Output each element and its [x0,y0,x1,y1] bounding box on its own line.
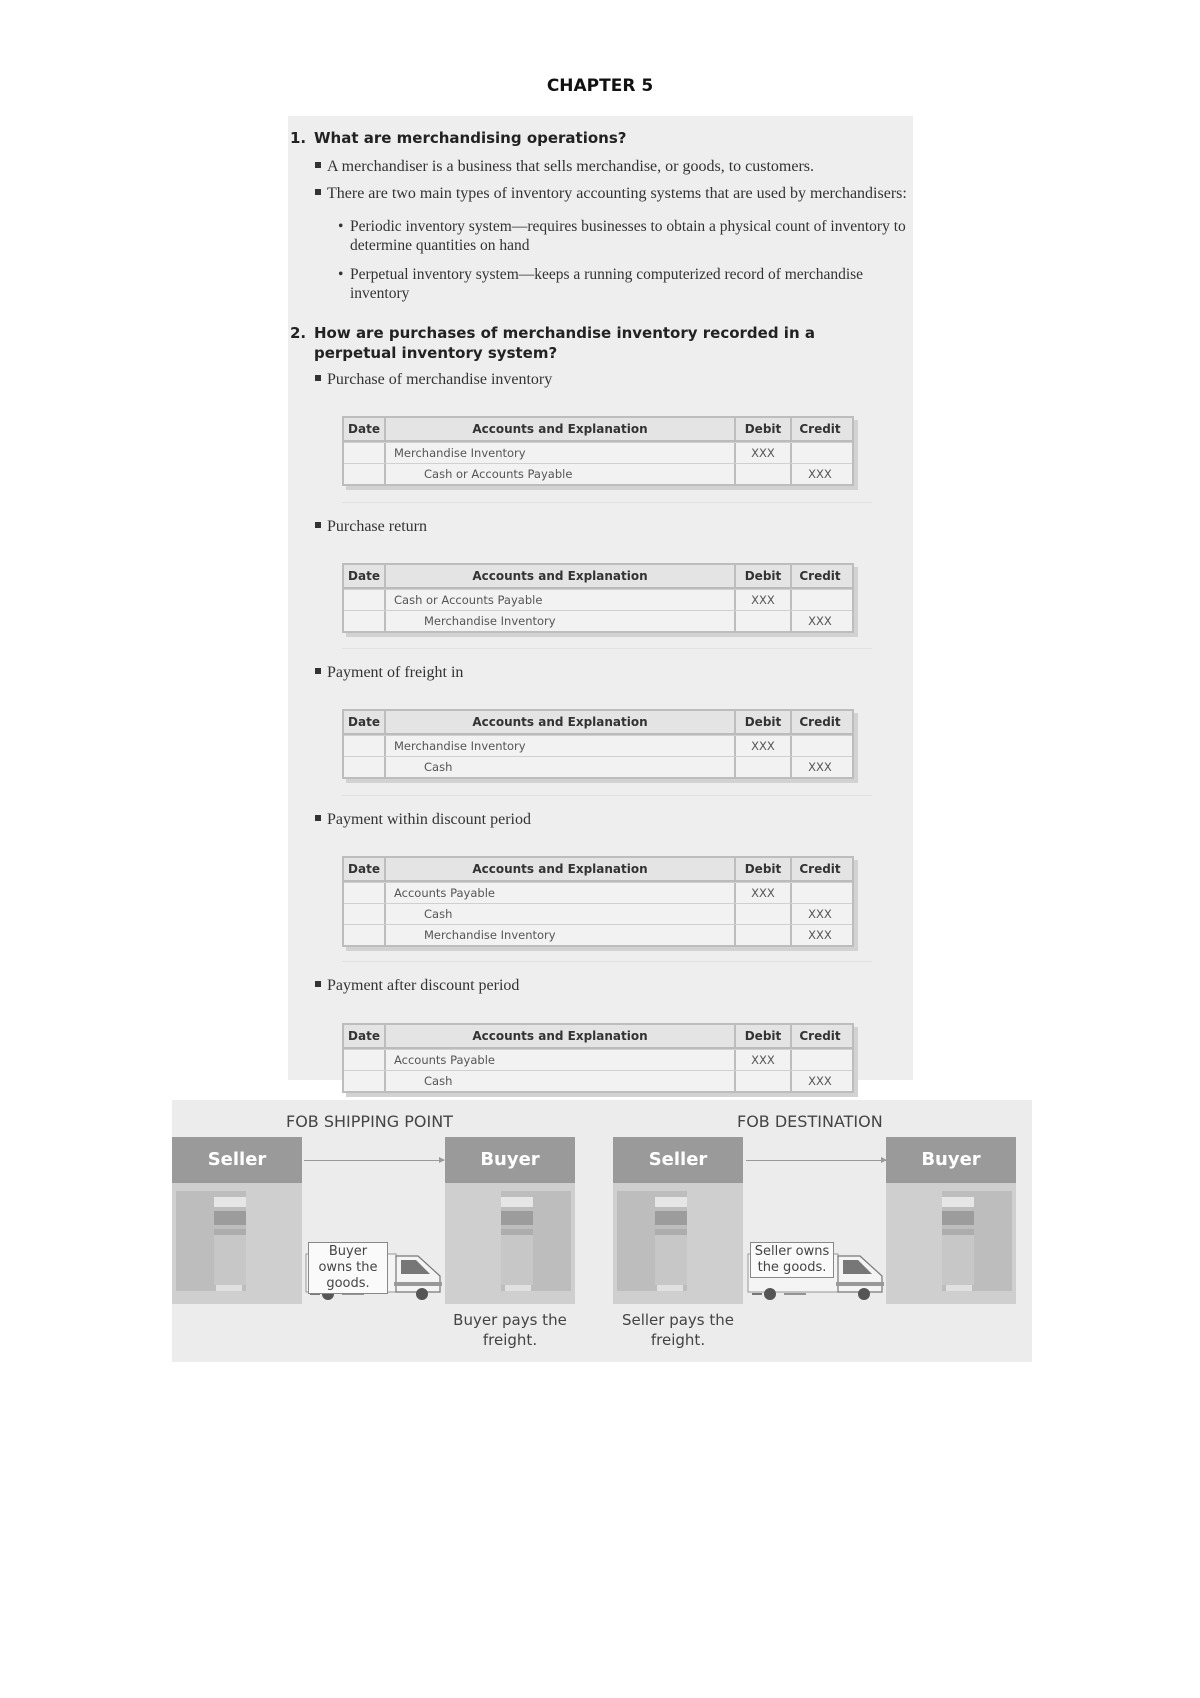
square-bullet-icon [315,162,321,168]
divider [342,648,872,649]
credit-header: Credit [799,715,841,729]
square-bullet-icon [315,668,321,674]
table-row [344,589,852,610]
account-cell: Accounts Payable [386,883,736,903]
question-number: 1. [290,129,307,147]
square-bullet-icon [315,981,321,987]
table-row [344,442,852,463]
account-cell: Merchandise Inventory [386,925,736,945]
account-cell: Cash or Accounts Payable [386,464,736,484]
entry-heading: Payment after discount period [315,976,519,996]
table-row [344,1070,852,1091]
sub-bullet-item: • Periodic inventory system—requires businesses to obtain a physical count of inventory to determine quantities on hand [338,218,906,254]
debit-cell [736,1071,792,1091]
debit-header: Debit [736,711,792,733]
debit-cell: XXX [736,1050,792,1070]
accounts-header: Accounts and Explanation [386,711,736,733]
account-cell: Cash or Accounts Payable [386,590,736,610]
table-header-row [344,858,852,882]
table-header-row [344,418,852,442]
bullet-item: A merchandiser is a business that sells merchandise, or goods, to customers. [315,157,814,177]
credit-cell [792,883,848,903]
entry-heading: Purchase of merchandise inventory [315,370,552,390]
date-header: Date [344,1025,386,1047]
entry-heading: Payment of freight in [315,663,463,683]
debit-cell [736,925,792,945]
table-row [344,610,852,631]
account-cell: Merchandise Inventory [386,443,736,463]
credit-cell [792,590,848,610]
table-row [344,924,852,945]
debit-cell: XXX [736,590,792,610]
journal-table [342,709,854,779]
table-row [344,756,852,777]
table-header-row [344,565,852,589]
credit-header: Credit [799,569,841,583]
account-cell: Cash [386,757,736,777]
credit-cell: XXX [808,1074,832,1088]
journal-table [342,856,854,947]
entry-heading: Payment within discount period [315,810,531,830]
debit-header: Debit [736,565,792,587]
date-header: Date [344,711,386,733]
buyer-box: Buyer [886,1137,1016,1183]
warehouse-icon [942,1191,1012,1291]
debit-header: Debit [736,858,792,880]
debit-cell: XXX [736,443,792,463]
table-row [344,463,852,484]
credit-header: Credit [799,422,841,436]
date-header: Date [344,418,386,440]
dot-bullet-icon: • [338,218,344,235]
textbook-panel [288,116,913,1088]
account-cell: Cash [386,1071,736,1091]
debit-header: Debit [736,418,792,440]
seller-warehouse-area [613,1183,743,1304]
divider [342,502,872,503]
square-bullet-icon [315,375,321,381]
account-cell: Merchandise Inventory [386,736,736,756]
table-header-row [344,711,852,735]
accounts-header: Accounts and Explanation [386,418,736,440]
account-cell: Merchandise Inventory [386,611,736,631]
table-row [344,1049,852,1070]
square-bullet-icon [315,522,321,528]
credit-cell: XXX [808,614,832,628]
fob-shipping-point-title: FOB SHIPPING POINT [286,1112,453,1131]
ownership-label: Seller owns the goods. [750,1242,834,1278]
credit-header: Credit [799,1029,841,1043]
debit-cell [736,757,792,777]
fob-destination-title: FOB DESTINATION [737,1112,883,1131]
seller-warehouse-area [172,1183,302,1304]
debit-cell: XXX [736,883,792,903]
credit-cell: XXX [808,467,832,481]
credit-cell [792,736,848,756]
square-bullet-icon [315,815,321,821]
buyer-box: Buyer [445,1137,575,1183]
journal-table [342,1023,854,1093]
buyer-warehouse-area [445,1183,575,1304]
seller-box: Seller [613,1137,743,1183]
buyer-warehouse-area [886,1183,1016,1304]
fob-diagram [172,1100,1032,1362]
journal-table [342,416,854,486]
credit-cell [792,443,848,463]
date-header: Date [344,565,386,587]
arrow-right-icon [304,1160,444,1161]
seller-box: Seller [172,1137,302,1183]
accounts-header: Accounts and Explanation [386,1025,736,1047]
entry-heading: Purchase return [315,517,427,537]
credit-cell [792,1050,848,1070]
date-header: Date [344,858,386,880]
question-number: 2. [290,324,307,342]
square-bullet-icon [315,189,321,195]
question-text: How are purchases of merchandise inventory recorded in a perpetual inventory system? [314,324,815,362]
bullet-item: There are two main types of inventory accounting systems that are used by merchandisers: [315,184,907,204]
credit-cell: XXX [808,760,832,774]
table-row [344,903,852,924]
question-text: What are merchandising operations? [314,129,627,147]
accounts-header: Accounts and Explanation [386,565,736,587]
accounts-header: Accounts and Explanation [386,858,736,880]
table-row [344,735,852,756]
debit-cell: XXX [736,736,792,756]
account-cell: Cash [386,904,736,924]
warehouse-icon [176,1191,246,1291]
debit-cell [736,904,792,924]
credit-header: Credit [799,862,841,876]
divider [342,795,872,796]
warehouse-icon [617,1191,687,1291]
table-row [344,882,852,903]
chapter-title: CHAPTER 5 [546,76,654,96]
journal-table [342,563,854,633]
ownership-label: Buyer owns the goods. [308,1242,388,1294]
freight-caption: Seller pays the freight. [621,1311,735,1349]
debit-cell [736,611,792,631]
dot-bullet-icon: • [338,266,344,283]
credit-cell: XXX [808,907,832,921]
table-header-row [344,1025,852,1049]
debit-cell [736,464,792,484]
debit-header: Debit [736,1025,792,1047]
warehouse-icon [501,1191,571,1291]
sub-bullet-item: • Perpetual inventory system—keeps a running computerized record of merchandise inventory [338,266,864,302]
freight-caption: Buyer pays the freight. [453,1311,567,1349]
divider [342,961,872,962]
credit-cell: XXX [808,928,832,942]
account-cell: Accounts Payable [386,1050,736,1070]
arrow-right-icon [746,1160,886,1161]
